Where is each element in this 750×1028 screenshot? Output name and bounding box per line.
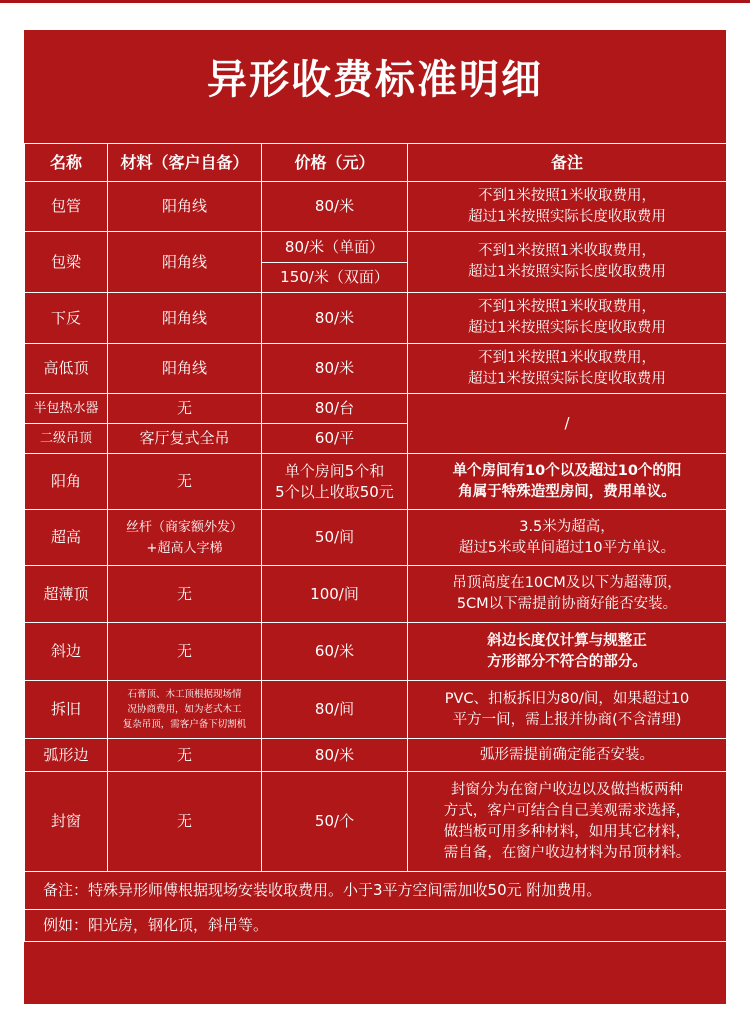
row-price: 80/间 bbox=[262, 681, 408, 739]
row-name: 弧形边 bbox=[25, 739, 108, 772]
row-price: 100/间 bbox=[262, 566, 408, 623]
row-price: 80/米 bbox=[262, 182, 408, 232]
table-row bbox=[25, 394, 727, 424]
table-row bbox=[25, 623, 727, 681]
row-remark: 斜边长度仅计算与规整正 方形部分不符合的部分。 bbox=[408, 623, 727, 681]
row-name: 斜边 bbox=[25, 623, 108, 681]
row-price: 80/米 bbox=[262, 739, 408, 772]
row-name: 超薄顶 bbox=[25, 566, 108, 623]
table-row bbox=[25, 739, 727, 772]
row-price: 80/台 bbox=[262, 394, 408, 424]
row-remark: / bbox=[408, 394, 727, 454]
row-material: 无 bbox=[108, 739, 262, 772]
table-row bbox=[25, 566, 727, 623]
row-name: 包梁 bbox=[25, 232, 108, 293]
row-remark: 单个房间有10个以及超过10个的阳 角属于特殊造型房间，费用单议。 bbox=[408, 454, 727, 510]
table-row bbox=[25, 293, 727, 344]
row-material: 丝杆（商家额外发） +超高人字梯 bbox=[108, 510, 262, 566]
table-row bbox=[25, 510, 727, 566]
table-row bbox=[25, 232, 727, 263]
header-remark: 备注 bbox=[408, 144, 727, 182]
row-remark: 不到1米按照1米收取费用， 超过1米按照实际长度收取费用 bbox=[408, 182, 727, 232]
fee-card bbox=[24, 30, 726, 1004]
table-header-row bbox=[25, 144, 727, 182]
row-price: 60/平 bbox=[262, 424, 408, 454]
row-material: 无 bbox=[108, 394, 262, 424]
row-remark: PVC、扣板拆旧为80/间，如果超过10 平方一间，需上报并协商(不含清理) bbox=[408, 681, 727, 739]
row-price: 50/间 bbox=[262, 510, 408, 566]
header-material: 材料（客户自备） bbox=[108, 144, 262, 182]
header-price: 价格（元） bbox=[262, 144, 408, 182]
row-price: 80/米 bbox=[262, 293, 408, 344]
row-name: 拆旧 bbox=[25, 681, 108, 739]
row-name: 二级吊顶 bbox=[25, 424, 108, 454]
row-name: 封窗 bbox=[25, 772, 108, 872]
row-material: 无 bbox=[108, 772, 262, 872]
row-price: 60/米 bbox=[262, 623, 408, 681]
row-material: 无 bbox=[108, 623, 262, 681]
row-price: 80/米 bbox=[262, 344, 408, 394]
row-material: 无 bbox=[108, 454, 262, 510]
row-material: 阳角线 bbox=[108, 182, 262, 232]
row-price: 80/米（单面） bbox=[262, 232, 408, 263]
row-remark: 弧形需提前确定能否安装。 bbox=[408, 739, 727, 772]
row-name: 高低顶 bbox=[25, 344, 108, 394]
page-title: 异形收费标准明细 bbox=[207, 57, 543, 103]
row-remark: 封窗分为在窗户收边以及做挡板两种 方式，客户可结合自己美观需求选择， 做挡板可用多种材料，如用其它材料， 需自备，在窗户收边材料为吊顶材料。 bbox=[408, 772, 727, 872]
row-name: 阳角 bbox=[25, 454, 108, 510]
top-divider-line bbox=[0, 0, 750, 3]
row-name: 下反 bbox=[25, 293, 108, 344]
row-material: 阳角线 bbox=[108, 232, 262, 293]
row-remark: 不到1米按照1米收取费用， 超过1米按照实际长度收取费用 bbox=[408, 293, 727, 344]
row-price: 50/个 bbox=[262, 772, 408, 872]
row-material: 无 bbox=[108, 566, 262, 623]
row-material: 石膏顶、木工顶根据现场情 况协商费用，如为老式木工 复杂吊顶，需客户备下切割机 bbox=[108, 681, 262, 739]
fee-table bbox=[24, 143, 727, 942]
row-name: 半包热水器 bbox=[25, 394, 108, 424]
row-material: 阳角线 bbox=[108, 293, 262, 344]
row-remark: 不到1米按照1米收取费用， 超过1米按照实际长度收取费用 bbox=[408, 344, 727, 394]
row-price-alt: 150/米（双面） bbox=[262, 263, 408, 293]
table-row bbox=[25, 772, 727, 872]
row-name: 超高 bbox=[25, 510, 108, 566]
footer-note-row bbox=[25, 872, 727, 910]
header-name: 名称 bbox=[25, 144, 108, 182]
row-remark: 吊顶高度在10CM及以下为超薄顶， 5CM以下需提前协商好能否安装。 bbox=[408, 566, 727, 623]
footer-note: 备注：特殊异形师傅根据现场安装收取费用。小于3平方空间需加收50元 附加费用。 bbox=[25, 872, 727, 910]
footer-example-row bbox=[25, 910, 727, 942]
row-material: 阳角线 bbox=[108, 344, 262, 394]
row-material: 客厅复式全吊 bbox=[108, 424, 262, 454]
row-remark: 不到1米按照1米收取费用， 超过1米按照实际长度收取费用 bbox=[408, 232, 727, 293]
table-row bbox=[25, 344, 727, 394]
table-row bbox=[25, 454, 727, 510]
footer-example: 例如：阳光房，钢化顶，斜吊等。 bbox=[25, 910, 727, 942]
table-row bbox=[25, 182, 727, 232]
row-remark: 3.5米为超高， 超过5米或单间超过10平方单议。 bbox=[408, 510, 727, 566]
row-price: 单个房间5个和 5个以上收取50元 bbox=[262, 454, 408, 510]
row-name: 包管 bbox=[25, 182, 108, 232]
table-row bbox=[25, 681, 727, 739]
